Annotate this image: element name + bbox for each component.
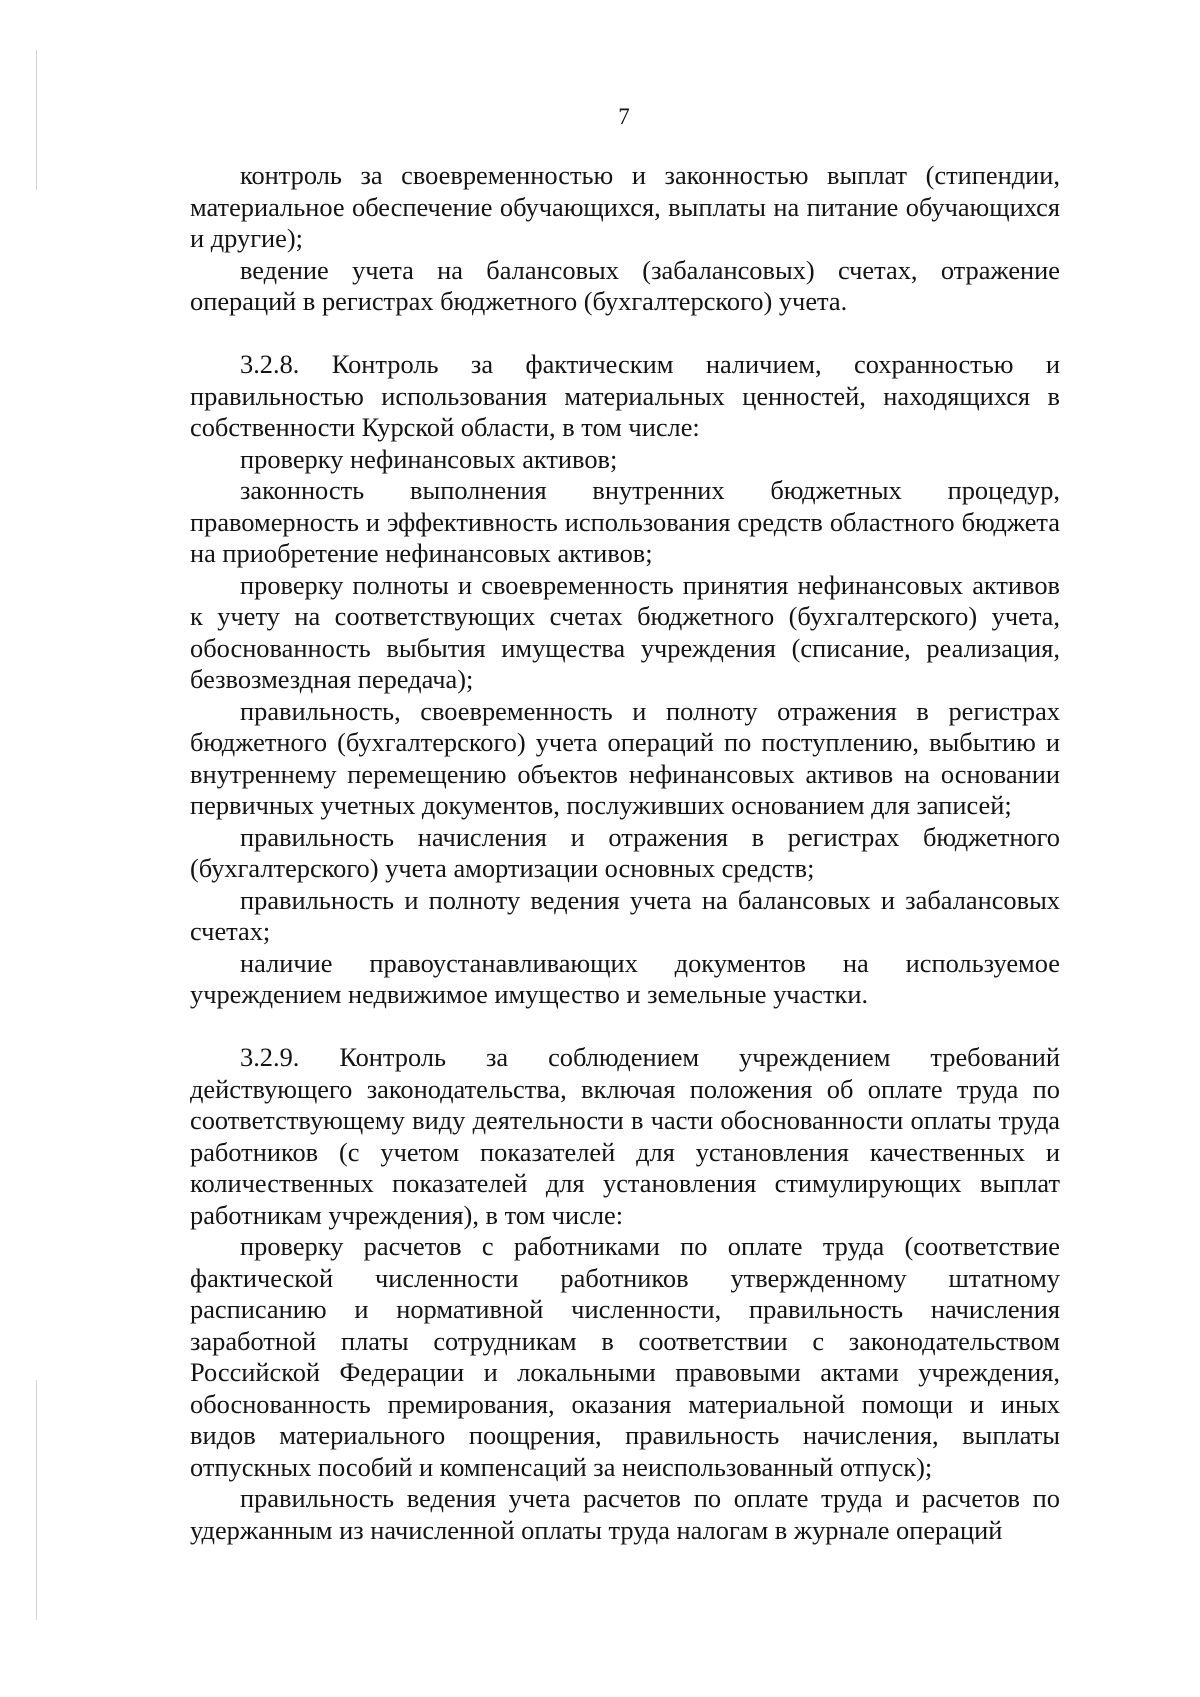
paragraph-stipend-control: контроль за своевременностью и законностью выплат (стипендии, материальное обеспечение обучающихся, выплаты на питание обучающихся и другие); (190, 160, 1060, 253)
paragraph-balance-off-balance: правильность и полноту ведения учета на балансовых и забалансовых счетах; (190, 884, 1060, 946)
page-number: 7 (618, 104, 630, 129)
paragraph-nonfinancial-assets-check: проверку нефинансовых активов; (240, 443, 618, 474)
paragraph-asset-acceptance: проверку полноты и своевременность принятия нефинансовых активов к учету на соответствующих счетах бюджетного (бухгалтерского) учета, обоснованность выбытия имущества учреждения (списание, реализация, безвозмездная передача); (190, 569, 1060, 694)
paragraph-title-documents: наличие правоустанавливающих документов на используемое учреждением недвижимое имущество и земельные участки. (190, 947, 1060, 1009)
paragraph-payroll-check: проверку расчетов с работниками по оплате труда (соответствие фактической численности работников утвержденному штатному расписанию и нормативной численности, правильность начисления заработной платы сотрудникам в соответствии с законодательством Российской Федерации и локальными правовыми актами учреждения, обоснованность премирования, оказания материальной помощи и иных видов материального поощрения, правильность начисления, выплаты отпускных пособий и компенсаций за неиспользованный отпуск); (190, 1231, 1060, 1482)
paragraph-payroll-accounting: правильность ведения учета расчетов по оплате труда и расчетов по удержанным из начисленной оплаты труда налогам в журнале операций (190, 1483, 1060, 1545)
paragraph-depreciation: правильность начисления и отражения в регистрах бюджетного (бухгалтерского) учета амортизации основных средств; (190, 821, 1060, 883)
scan-edge-mark (36, 1380, 37, 1620)
body-text (190, 160, 1060, 1546)
paragraph-budget-procedures: законность выполнения внутренних бюджетных процедур, правомерность и эффективность использования средств областного бюджета на приобретение нефинансовых активов; (190, 475, 1060, 568)
section-3-2-8: 3.2.8. Контроль за фактическим наличием, сохранностью и правильностью использования материальных ценностей, находящихся в собственности Курской области, в том числе: (190, 349, 1060, 442)
paragraph-balance-accounts: ведение учета на балансовых (забалансовых) счетах, отражение операций в регистрах бюджетного (бухгалтерского) учета. (190, 254, 1060, 316)
paragraph-asset-registers: правильность, своевременность и полноту отражения в регистрах бюджетного (бухгалтерского) учета операций по поступлению, выбытию и внутреннему перемещению объектов нефинансовых активов на основании первичных учетных документов, послуживших основанием для записей; (190, 695, 1060, 820)
section-3-2-9: 3.2.9. Контроль за соблюдением учреждением требований действующего законодательства, включая положения об оплате труда по соответствующему виду деятельности в части обоснованности оплаты труда работников (с учетом показателей для установления качественных и количественных показателей для установления стимулирующих выплат работникам учреждения), в том числе: (190, 1042, 1060, 1230)
